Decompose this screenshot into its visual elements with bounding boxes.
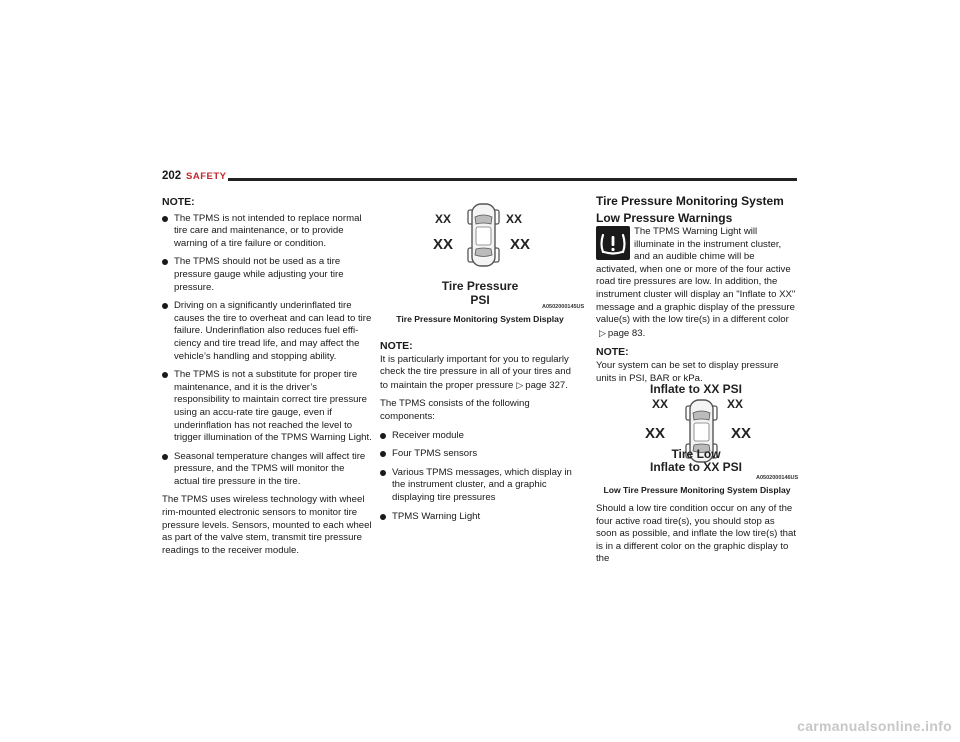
section-subheading: Tire Pressure Monitoring System Low Pressure Warnings <box>596 194 784 225</box>
header-rule <box>228 178 797 181</box>
figure-code: A0502000145US <box>542 304 585 310</box>
list-item: The TPMS should not be used as a tire pressure gauge while adjusting your tire pressure. <box>162 256 372 294</box>
list-item: Various TPMS messages, which display in the instrument cluster, and a graphic displaying tire pressures <box>380 467 580 505</box>
right-column-body <box>596 226 798 391</box>
rear-right-pressure: XX <box>731 425 752 442</box>
figure-caption: Low Tire Pressure Monitoring System Display <box>603 485 791 495</box>
right-column-footer <box>596 503 798 572</box>
section-title: SAFETY <box>186 171 227 182</box>
figure-caption: Tire Pressure Monitoring System Display <box>396 314 564 324</box>
warning-text: The TPMS Warning Light will illuminate in the instrument cluster, and an audible chime will be activated, when one or more of the four active road tire pressures are low. In addition, the instrument cluster will display an "Inflate to XX" message and a graphic display of the pressure value(s) with the low tire(s) in a different color <box>596 226 796 326</box>
front-left-pressure: XX <box>435 212 452 226</box>
components-list <box>380 430 580 524</box>
tire-low-label <box>626 448 766 474</box>
page-ref-icon: ▷ <box>599 327 606 338</box>
tire-low-label-line1: Tire Low <box>671 447 721 461</box>
list-item: Four TPMS sensors <box>380 448 580 461</box>
front-left-pressure: XX <box>652 397 669 411</box>
tire-pressure-label-line2: PSI <box>470 293 490 307</box>
watermark: carmanualsonline.info <box>797 718 952 734</box>
components-intro: The TPMS consists of the following components: <box>380 398 530 422</box>
low-tire-paragraph: Should a low tire condition occur on any of the four active road tire(s), you should stop as soon as possible, and inflate the low tire(s) that is in a different color on the graphic display to the <box>596 503 796 565</box>
tpms-description-paragraph: The TPMS uses wireless technology with wheel rim-mounted electronic sensors to monitor tire pressure levels. Sensors, mounted to each wheel as part of the valve stem, transmit tire pressure readings to the receiver module. <box>162 494 372 556</box>
tire-pressure-label <box>420 279 540 307</box>
front-right-pressure: XX <box>506 212 523 226</box>
tpms-display-figure <box>380 200 585 340</box>
page-reference-link[interactable]: page 327. <box>525 379 568 391</box>
page-ref-icon: ▷ <box>516 379 524 390</box>
middle-column <box>380 340 580 529</box>
list-item: The TPMS is not a substitute for proper tire maintenance, and it is the driver’s responsibility to maintain correct tire pressure using an accu-rate tire gauge, even if underinflation has not reached the level to trigger illumination of the TPMS Warning Light. <box>162 369 372 445</box>
tire-pressure-label-line1: Tire Pressure <box>441 279 519 293</box>
low-tire-pressure-figure <box>596 380 798 500</box>
note-bullet-list <box>162 213 372 489</box>
figure-code: A0502000146US <box>756 475 799 481</box>
icon-spacer <box>596 226 634 262</box>
page-reference-link[interactable]: page 83. <box>607 327 646 339</box>
list-item: Seasonal temperature changes will affect tire pressure, and the TPMS will monitor the actual tire pressure in the tire. <box>162 451 372 489</box>
inflate-to-message: Inflate to XX PSI <box>649 382 742 396</box>
warning-paragraph <box>596 226 798 340</box>
note-heading: NOTE: <box>380 340 413 352</box>
tire-low-label-line2: Inflate to XX PSI <box>649 460 742 474</box>
left-column <box>162 196 372 563</box>
rear-left-pressure: XX <box>433 236 454 253</box>
list-item: TPMS Warning Light <box>380 511 580 524</box>
note-heading: NOTE: <box>162 196 195 208</box>
rear-left-pressure: XX <box>645 425 666 442</box>
page-number: 202 <box>162 170 182 182</box>
note-text: It is particularly important for you to regularly check the tire pressure in all of your tires and to maintain the proper pressure <box>380 353 571 391</box>
front-right-pressure: XX <box>727 397 744 411</box>
list-item: Driving on a significantly underinflated tire causes the tire to overheat and can lead to tire failure. Underinflation also reduces fuel effi-ciency and tire tread life, and may affect the vehicle’s handling and stopping ability. <box>162 300 372 363</box>
note-paragraph <box>380 354 580 393</box>
note-text: Your system can be set to display pressure units in PSI, BAR or kPa. <box>596 359 779 384</box>
rear-right-pressure: XX <box>510 236 531 253</box>
list-item: Receiver module <box>380 430 580 443</box>
note-heading: NOTE: <box>596 346 629 359</box>
list-item: The TPMS is not intended to replace normal tire care and maintenance, or to provide warning of a tire failure or condition. <box>162 213 372 251</box>
